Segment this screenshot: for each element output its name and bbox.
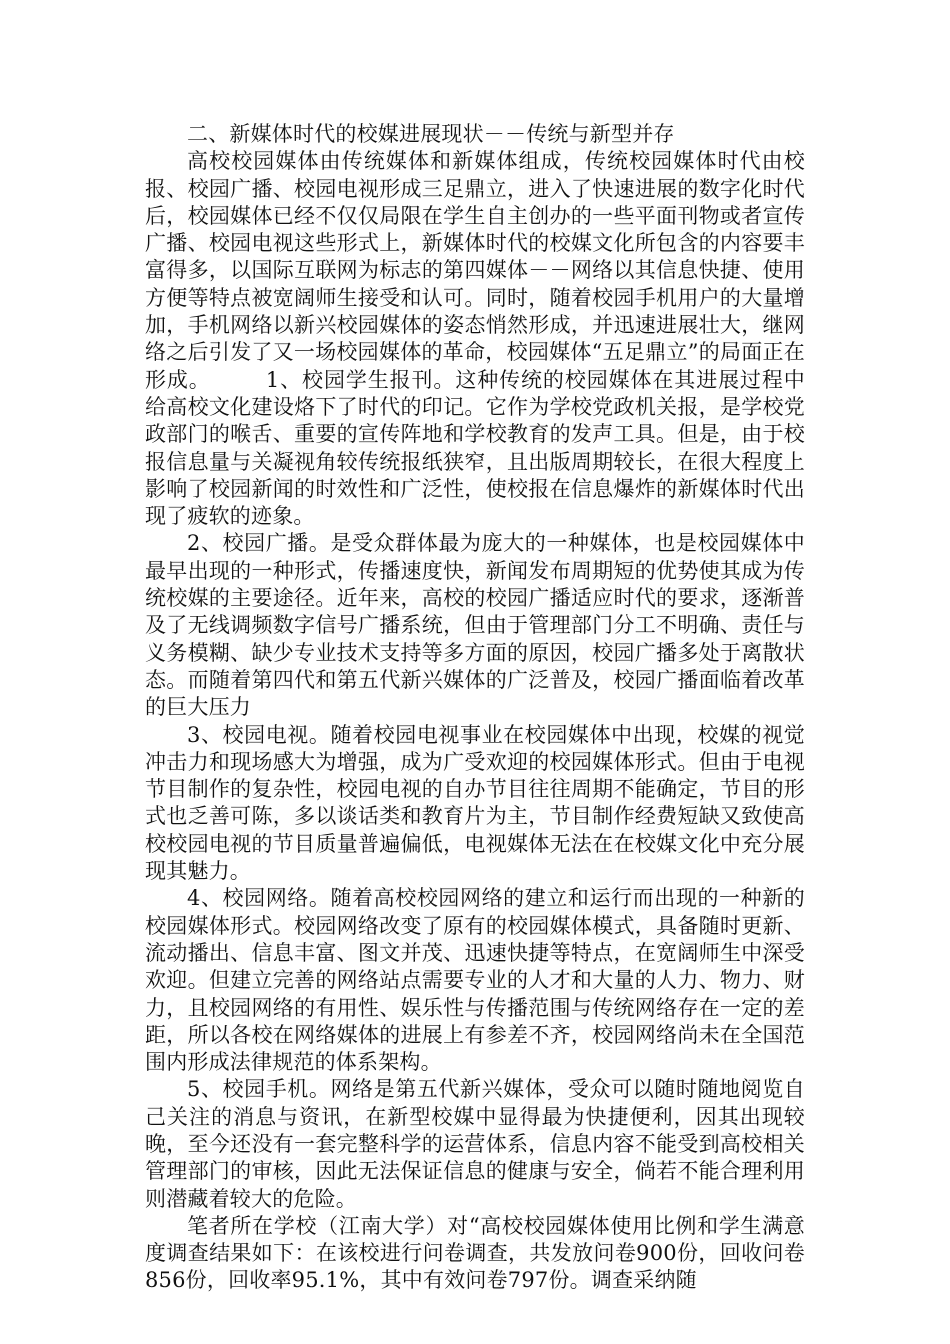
paragraph-campus-mobile: 5、校园手机。网络是第五代新兴媒体，受众可以随时随地阅览自己关注的消息与资讯，在新型校媒中显得最为快捷便利，因其出现较晚，至今还没有一套完整科学的运营体系，信息内容不能受到高校相关管理部门的审核，因此无法保证信息的健康与安全，倘若不能合理利用则潜藏着较大的危险。 xyxy=(145,1077,805,1211)
paragraph-campus-radio: 2、校园广播。是受众群体最为庞大的一种媒体，也是校园媒体中最早出现的一种形式，传播速度快，新闻发布周期短的优势使其成为传统校媒的主要途径。近年来，高校的校园广播适应时代的要求，逐渐普及了无线调频数字信号广播系统，但由于管理部门分工不明确、责任与义务模糊、缺少专业技术支持等多方面的原因，校园广播多处于离散状态。而随着第四代和第五代新兴媒体的广泛普及，校园广播面临着改革的巨大压力 xyxy=(145,531,805,720)
section-heading: 二、新媒体时代的校媒进展现状－－传统与新型并存 xyxy=(187,122,675,146)
paragraph-campus-network: 4、校园网络。随着高校校园网络的建立和运行而出现的一种新的校园媒体形式。校园网络改变了原有的校园媒体模式，具备随时更新、流动播出、信息丰富、图文并茂、迅速快捷等特点，在宽阔师生中深受欢迎。但建立完善的网络站点需要专业的人才和大量的人力、物力、财力，且校园网络的有用性、娱乐性与传播范围与传统网络存在一定的差距，所以各校在网络媒体的进展上有参差不齐，校园网络尚未在全国范围内形成法律规范的体系架构。 xyxy=(145,886,805,1075)
paragraph-intro: 高校校园媒体由传统媒体和新媒体组成，传统校园媒体时代由校报、校园广播、校园电视形成三足鼎立，进入了快速进展的数字化时代后，校园媒体已经不仅仅局限在学生自主创办的一些平面刊物或者宣传广播、校园电视这些形式上，新媒体时代的校媒文化所包含的内容要丰富得多，以国际互联网为标志的第四媒体－－网络以其信息快捷、使用方便等特点被宽阔师生接受和认可。同时，随着校园手机用户的大量增加，手机网络以新兴校园媒体的姿态悄然形成，并迅速进展壮大，继网络之后引发了又一场校园媒体的革命，校园媒体“五足鼎立”的局面正在形成。 1、校园学生报刊。这种传统的校园媒体在其进展过程中给高校文化建设烙下了时代的印记。它作为学校党政机关报，是学校党政部门的喉舌、重要的宣传阵地和学校教育的发声工具。但是，由于校报信息量与关凝视角较传统报纸狭窄，且出版周期较长，在很大程度上影响了校园新闻的时效性和广泛性，使校报在信息爆炸的新媒体时代出现了疲软的迹象。 xyxy=(145,149,805,529)
document-body xyxy=(145,121,805,1295)
paragraph-campus-tv: 3、校园电视。随着校园电视事业在校园媒体中出现，校媒的视觉冲击力和现场感大为增强，成为广受欢迎的校园媒体形式。但由于电视节目制作的复杂性，校园电视的自办节目往往周期不能确定，节目的形式也乏善可陈，多以谈话类和教育片为主，节目制作经费短缺又致使高校校园电视的节目质量普遍偏低，电视媒体无法在在校媒文化中充分展现其魅力。 xyxy=(145,722,805,884)
paragraph-survey: 笔者所在学校（江南大学）对“高校校园媒体使用比例和学生满意度调查结果如下：在该校进行问卷调查，共发放问卷900份，回收问卷856份，回收率95.1%，其中有效问卷797份。调查采纳随 xyxy=(145,1213,805,1293)
